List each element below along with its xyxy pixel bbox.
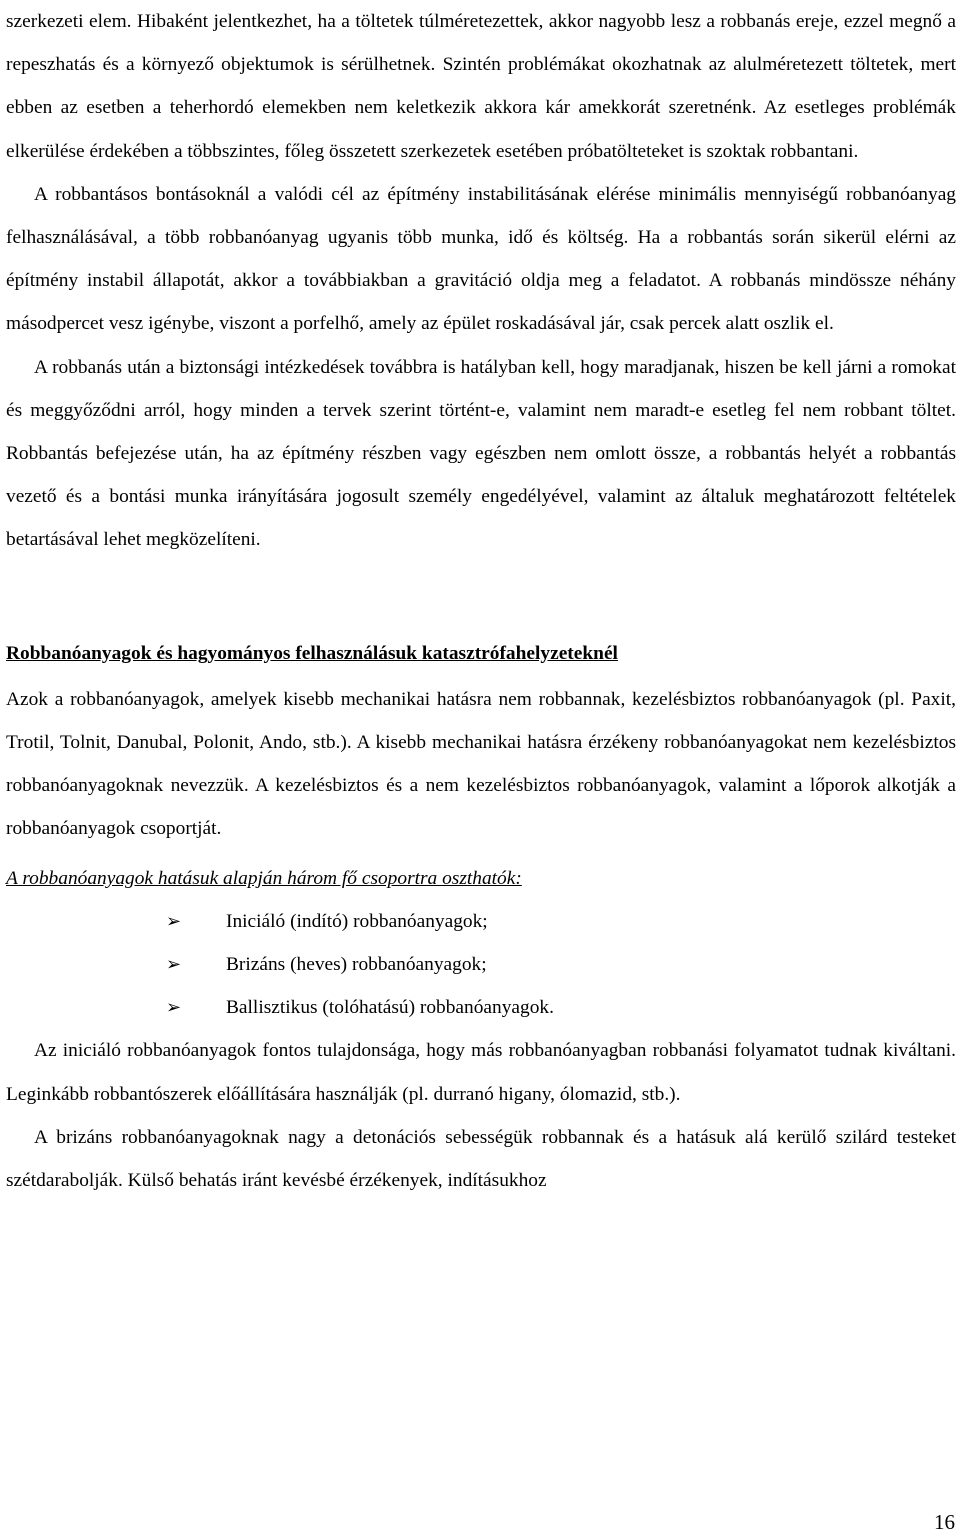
section-heading: Robbanóanyagok és hagyományos felhasználásuk katasztrófahelyzeteknél — [6, 642, 618, 664]
paragraph-post-blast-safety: A robbanás után a biztonsági intézkedések továbbra is hatályban kell, hogy maradjanak, hiszen be kell járni a romokat és meggyőződni arról, hogy minden a tervek szerint történt-e, valamint nem maradt-e esetleg fel nem robbant töltet. Robbantás befejezése után, ha az építmény részben vagy egészben nem omlott össze, a robbantás helyét a robbantás vezető és a bontási munka irányítására jogosult személy engedélyével, valamint az általuk meghatározott feltételek betartásával lehet megközelíteni. — [6, 356, 956, 551]
section-spacer — [6, 562, 956, 632]
list-item-label: Iniciáló (indító) robbanóanyagok; — [226, 910, 488, 932]
paragraph-brisant-explosives: A brizáns robbanóanyagoknak nagy a detonációs sebességük robbannak és a hatásuk alá kerülő szilárd testeket szétdarabolják. Külső behatás iránt kevésbé érzékenyek, indításukhoz — [6, 1126, 956, 1192]
explosive-groups-list — [6, 900, 956, 1030]
document-page — [6, 0, 956, 1202]
list-item — [166, 986, 956, 1029]
list-item — [166, 900, 956, 943]
list-item-label: Brizáns (heves) robbanóanyagok; — [226, 954, 487, 976]
arrowhead-bullet-icon: ➢ — [166, 910, 182, 932]
list-introduction: A robbanóanyagok hatásuk alapján három fő csoportra oszthatók: — [6, 867, 522, 889]
list-item-label: Ballisztikus (tolóhatású) robbanóanyagok. — [226, 997, 554, 1019]
page-number: 16 — [934, 1510, 955, 1534]
arrowhead-bullet-icon: ➢ — [166, 997, 182, 1019]
paragraph-demolition-goal: A robbantásos bontásoknál a valódi cél az építmény instabilitásának elérése minimális mennyiségű robbanóanyag felhasználásával, a több robbanóanyag ugyanis több munka, idő és költség. Ha a robbantás során sikerül elérni az építmény instabil állapotát, akkor a továbbiakban a gravitáció oldja meg a feladatot. A robbanás mindössze néhány másodpercet vesz igénybe, viszont a porfelhő, amely az épület roskadásával jár, csak percek alatt oszlik el. — [6, 183, 956, 335]
list-item — [166, 943, 956, 986]
paragraph-initiating-explosives: Az iniciáló robbanóanyagok fontos tulajdonsága, hogy más robbanóanyagban robbanási folyamatot tudnak kiváltani. Leginkább robbantószerek előállítására használják (pl. durranó higany, ólomazid, stb.). — [6, 1040, 956, 1105]
paragraph-handling-safe-explosives: Azok a robbanóanyagok, amelyek kisebb mechanikai hatásra nem robbannak, kezelésbiztos robbanóanyagok (pl. Paxit, Trotil, Tolnit, Danubal, Polonit, Ando, stb.). A kisebb mechanikai hatásra érzékeny robbanóanyagokat nem kezelésbiztos robbanóanyagoknak nevezzük. A kezelésbiztos és a nem kezelésbiztos robbanóanyagok, valamint a lőporok alkotják a robbanóanyagok csoportját. — [6, 688, 956, 840]
arrowhead-bullet-icon: ➢ — [166, 954, 182, 976]
paragraph-overdimensioned-charges: szerkezeti elem. Hibaként jelentkezhet, ha a töltetek túlméretezettek, akkor nagyobb lesz a robbanás ereje, ezzel megnő a repeszhatás és a környező objektumok is sérülhetnek. Szintén problémákat okozhatnak az alulméretezett töltetek, mert ebben az esetben a teherhordó elemekben nem keletkezik akkora kár amekkorát szeretnénk. Az esetleges problémák elkerülése érdekében a többszintes, főleg összetett szerkezetek esetében próbatölteteket is szoktak robbantani. — [6, 11, 956, 162]
